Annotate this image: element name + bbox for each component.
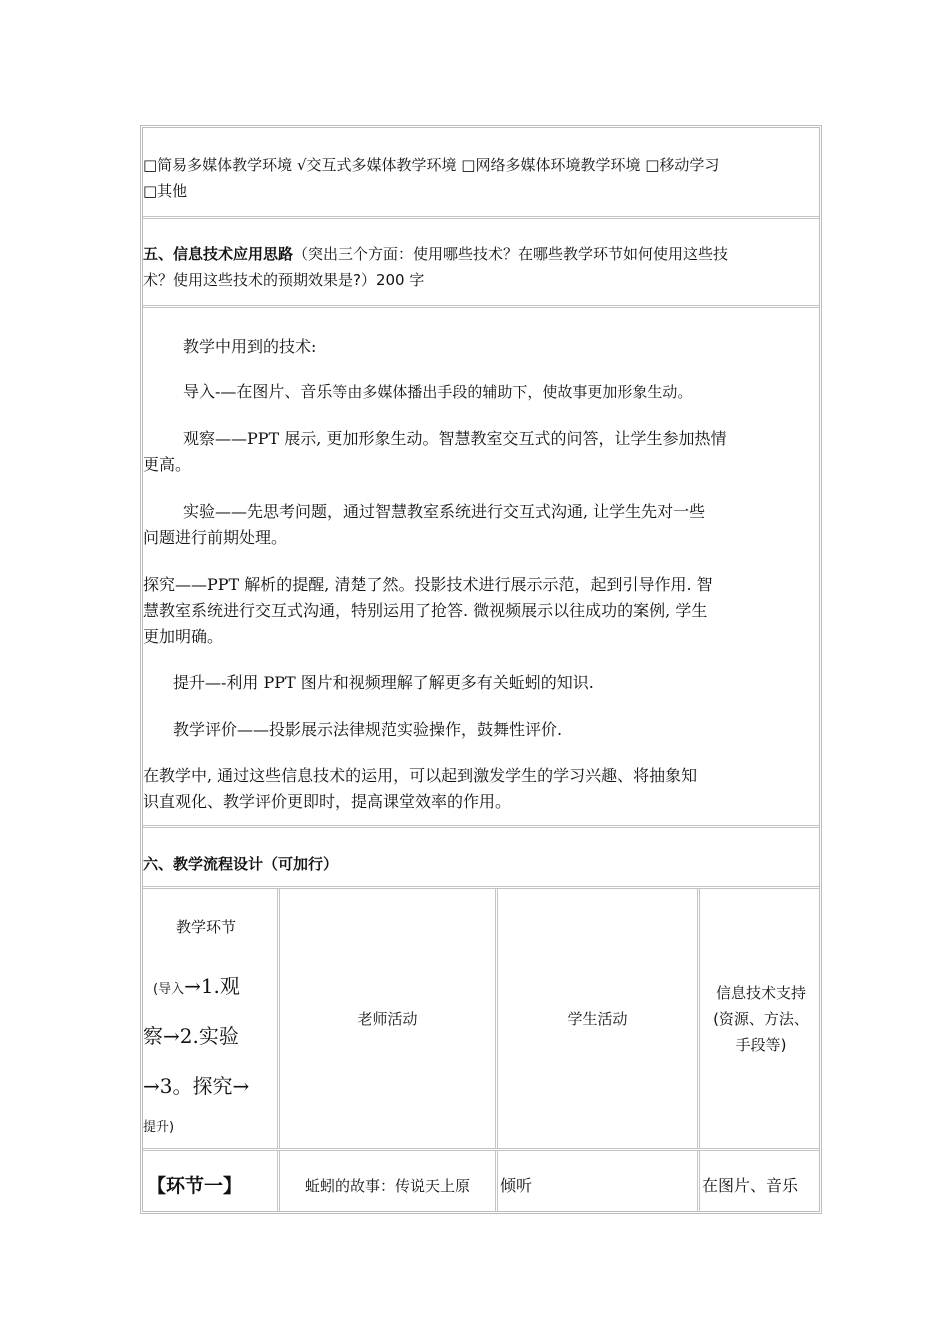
- section5-heading-row: [143, 219, 819, 308]
- section6-heading-row: [143, 828, 819, 889]
- environment-options-line1: □简易多媒体教学环境 √交互式多媒体教学环境 □网络多媒体环境教学环境 □移动学习: [143, 156, 720, 174]
- row1-teacher: 蚯蚓的故事：传说天上原: [305, 1177, 471, 1195]
- import-paragraph: [183, 379, 819, 405]
- evaluation-text: 教学评价——投影展示法律规范实验操作，鼓舞性评价.: [173, 720, 563, 739]
- header-teacher-cell: [280, 889, 498, 1148]
- document-frame: [140, 125, 822, 1214]
- flow-table-header-row: [143, 889, 819, 1151]
- intro-text: 教学中用到的技术:: [183, 337, 317, 356]
- experiment-line2: 问题进行前期处理。: [143, 528, 288, 547]
- header-stage-line1: [153, 973, 240, 1003]
- header-stage-observe: →1.观: [184, 974, 240, 998]
- header-student-cell: [498, 889, 700, 1148]
- row1-tech: 在图片、音乐: [702, 1176, 799, 1195]
- header-stage-cell: [143, 889, 280, 1148]
- row1-stage: 【环节一】: [147, 1175, 243, 1197]
- environment-row: [143, 128, 819, 219]
- header-stage-line3: →3。探究→: [143, 1074, 250, 1098]
- header-tech-cell: [700, 889, 822, 1148]
- explore-line3: 更加明确。: [143, 627, 224, 646]
- import-text-sans: 等由多媒体播出手段的辅助下，使故事更加形象生动。: [332, 383, 693, 401]
- observe-line2: 更高。: [143, 455, 192, 474]
- row1-stage-cell: [143, 1151, 280, 1214]
- flow-table-row-1: [143, 1151, 819, 1214]
- header-stage-line4: 提升): [143, 1120, 175, 1135]
- explore-line2: 慧教室系统进行交互式沟通，特别运用了抢答. 微视频展示以往成功的案例, 学生: [143, 601, 708, 620]
- summary-line1: 在教学中, 通过这些信息技术的运用，可以起到激发学生的学习兴趣、将抽象知: [143, 766, 698, 785]
- section5-content-row: [143, 308, 819, 828]
- section6-title: 六、教学流程设计（可加行）: [143, 855, 339, 873]
- header-teacher-label: 老师活动: [357, 1009, 418, 1028]
- observe-line1: 观察——PPT 展示, 更加形象生动。智慧教室交互式的问答，让学生参加热情: [183, 429, 727, 448]
- section5-note-line1: （突出三个方面：使用哪些技术？在哪些教学环节如何使用这些技: [293, 245, 729, 263]
- header-tech-line2: (资源、方法、: [713, 1009, 809, 1028]
- row1-student: 倾听: [500, 1176, 533, 1195]
- header-stage-title: 教学环节: [176, 918, 237, 936]
- row1-teacher-cell: [280, 1151, 498, 1214]
- header-stage-import: (导入: [153, 982, 185, 997]
- environment-options-line2: □其他: [143, 182, 188, 200]
- row1-tech-cell: [700, 1151, 822, 1214]
- section5-heading-line1: [143, 241, 819, 267]
- experiment-line1: 实验——先思考问题，通过智慧教室系统进行交互式沟通, 让学生先对一些: [183, 502, 706, 521]
- import-text-serif: 导入-—在图片、音乐: [183, 382, 333, 401]
- header-stage-line2: 察→2.实验: [143, 1024, 239, 1048]
- improve-text: 提升—-利用 PPT 图片和视频理解了解更多有关蚯蚓的知识.: [173, 673, 594, 692]
- section5-title: 五、信息技术应用思路: [143, 245, 294, 263]
- header-tech-line3: 手段等): [735, 1035, 787, 1054]
- section5-note-line2: 术？使用这些技术的预期效果是?）200 字: [143, 271, 425, 289]
- header-student-label: 学生活动: [567, 1009, 628, 1028]
- summary-line2: 识直观化、教学评价更即时，提高课堂效率的作用。: [143, 792, 512, 811]
- row1-student-cell: [498, 1151, 700, 1214]
- header-tech-line1: 信息技术支持: [715, 983, 806, 1002]
- explore-line1: 探究——PPT 解析的提醒, 清楚了然。投影技术进行展示示范，起到引导作用. 智: [143, 575, 713, 594]
